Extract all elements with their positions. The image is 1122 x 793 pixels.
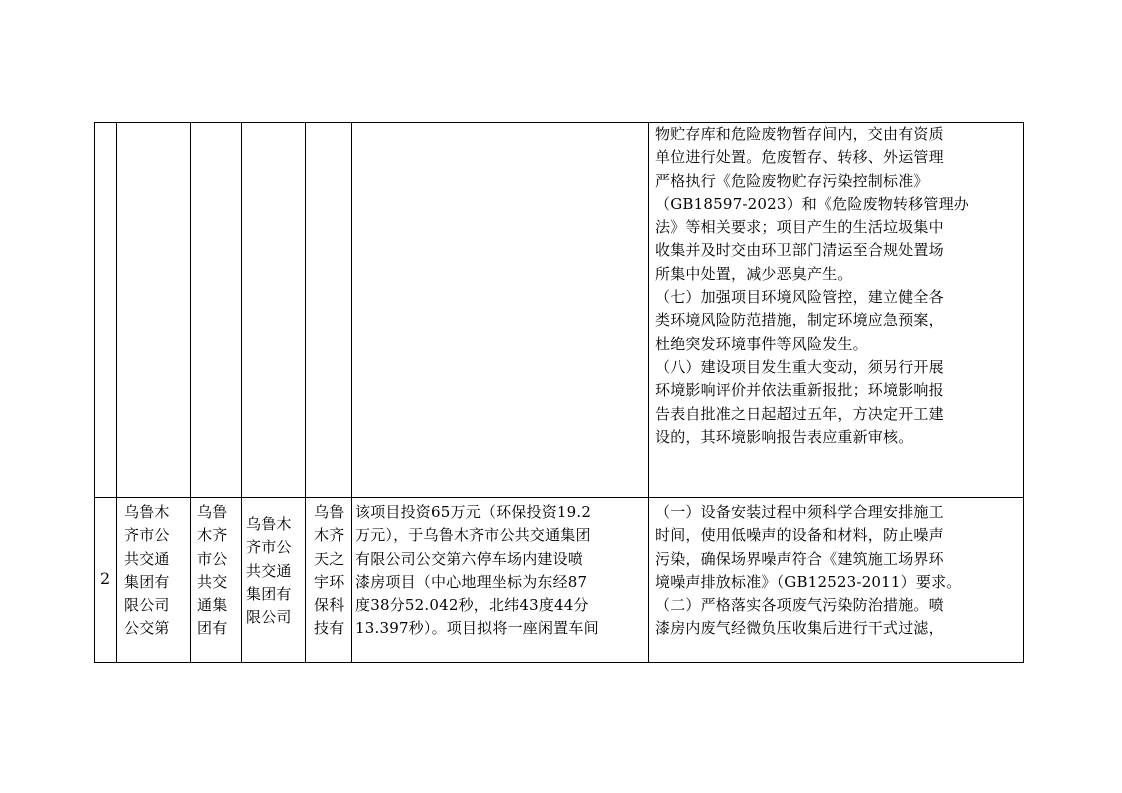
grid-line — [351, 122, 352, 663]
text-line: 保科 — [314, 596, 345, 615]
text-line: 严格执行《危险废物贮存污染控制标准》 — [655, 171, 929, 190]
text-line: （七）加强项目环境风险管控，建立健全各 — [655, 288, 944, 307]
text-line: 技有 — [314, 619, 345, 638]
text-line: 境噪声排放标准》（GB12523-2011）要求。 — [655, 572, 962, 591]
text-line: 集团有 — [124, 572, 170, 591]
grid-line — [241, 122, 242, 663]
text-line: 公交第 — [124, 619, 170, 638]
row2-requirements-cell — [655, 501, 1019, 641]
text-line: （一）设备安装过程中须科学合理安排施工 — [655, 503, 944, 521]
text-line: 限公司 — [246, 608, 292, 627]
text-line: 天之 — [314, 549, 345, 568]
row1-requirements-cell — [655, 123, 1019, 449]
text-line: （八）建设项目发生重大变动，须另行开展 — [655, 357, 944, 376]
text-line: （二）严格落实各项废气污染防治措施。喷 — [655, 596, 944, 615]
text-line: 共交通 — [124, 549, 170, 568]
text-line: 市公 — [197, 549, 228, 568]
grid-line — [94, 662, 1024, 663]
text-line: 法》等相关要求；项目产生的生活垃圾集中 — [655, 218, 944, 237]
grid-line — [94, 122, 95, 663]
row2-project-name-cell — [124, 501, 188, 641]
row2-builder-cell — [246, 513, 304, 629]
grid-line — [1023, 122, 1024, 663]
grid-line — [94, 497, 1024, 498]
text-line: 杜绝突发环境事件等风险发生。 — [655, 334, 868, 353]
approval-table — [94, 122, 1024, 663]
grid-line — [305, 122, 306, 663]
text-line: （GB18597-2023）和《危险废物转移管理办 — [655, 194, 969, 213]
grid-line — [190, 122, 191, 663]
row2-seq-number: 2 — [100, 569, 111, 588]
text-line: 木齐 — [197, 526, 228, 545]
text-line: 所集中处置，减少恶臭产生。 — [655, 264, 853, 283]
text-line: 污染，确保场界噪声符合《建筑施工场界环 — [655, 549, 944, 568]
row2-evaluator-cell — [314, 501, 350, 641]
row2-applicant-cell — [197, 501, 239, 641]
text-line: 物贮存库和危险废物暂存间内，交由有资质 — [655, 125, 944, 143]
text-line: 有限公司公交第六停车场内建设喷 — [355, 549, 584, 568]
row2-overview-cell — [355, 501, 647, 641]
grid-line — [648, 122, 649, 663]
text-line: 环境影响评价并依法重新报批；环境影响报 — [655, 381, 944, 400]
text-line: 万元），于乌鲁木齐市公共交通集团 — [355, 526, 591, 545]
text-line: 时间，使用低噪声的设备和材料，防止噪声 — [655, 526, 944, 545]
text-line: 单位进行处置。危废暂存、转移、外运管理 — [655, 148, 944, 167]
grid-line — [116, 122, 117, 663]
text-line: 宇环 — [314, 572, 345, 591]
text-line: 类环境风险防范措施，制定环境应急预案， — [655, 311, 944, 330]
text-line: 通集 — [197, 596, 228, 615]
text-line: 收集并及时交由环卫部门清运至合规处置场 — [655, 241, 944, 260]
text-line: 集团有 — [246, 584, 292, 603]
text-line: 团有 — [197, 619, 228, 638]
text-line: 告表自批准之日起超过五年，方决定开工建 — [655, 404, 944, 423]
text-line: 共交 — [197, 572, 228, 591]
text-line: 漆房内废气经微负压收集后进行干式过滤， — [655, 619, 944, 638]
text-line: 乌鲁木 — [246, 515, 292, 533]
text-line: 限公司 — [124, 596, 170, 615]
text-line: 齐市公 — [124, 526, 170, 545]
text-line: 共交通 — [246, 561, 292, 580]
text-line: 度38分52.042秒，北纬43度44分 — [355, 596, 589, 615]
text-line: 漆房项目（中心地理坐标为东经87 — [355, 572, 588, 591]
text-line: 该项目投资65万元（环保投资19.2 — [355, 503, 592, 521]
text-line: 设的，其环境影响报告表应重新审核。 — [655, 427, 914, 446]
text-line: 13.397秒）。项目拟将一座闲置车间 — [355, 619, 599, 638]
text-line: 木齐 — [314, 526, 345, 545]
text-line: 乌鲁 — [314, 503, 345, 521]
text-line: 乌鲁木 — [124, 503, 170, 521]
text-line: 齐市公 — [246, 538, 292, 557]
text-line: 乌鲁 — [197, 503, 228, 521]
